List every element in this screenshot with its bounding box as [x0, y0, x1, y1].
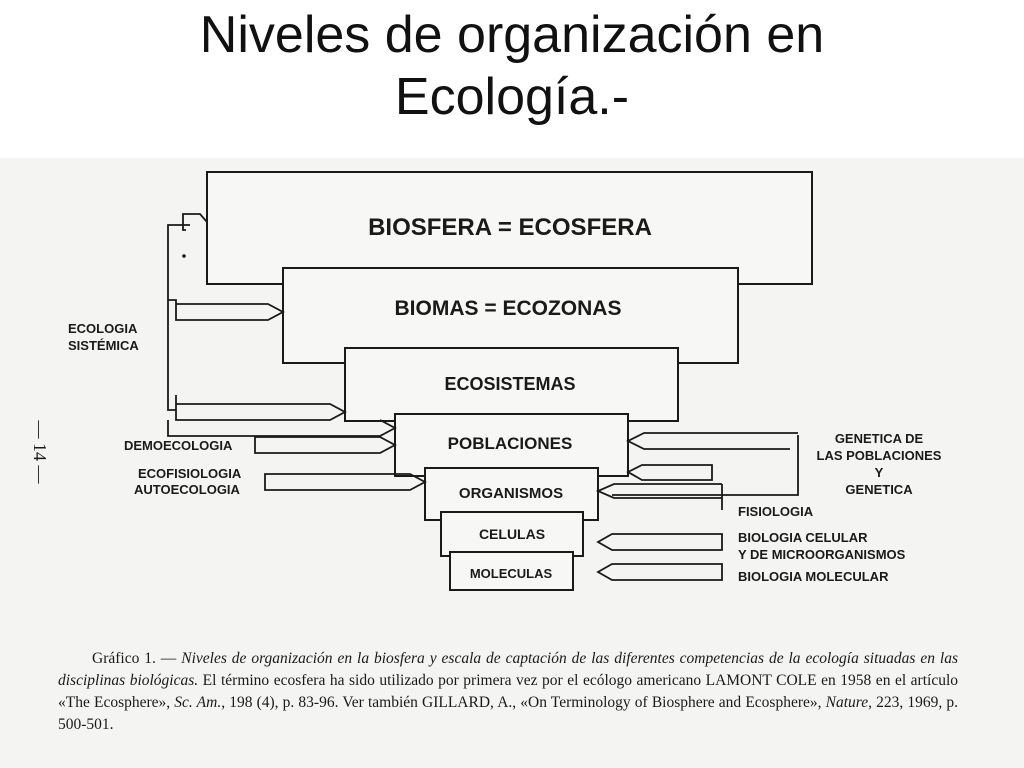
caption-lead: Gráfico 1. —	[92, 650, 182, 667]
caption-journal-2: Nature	[825, 694, 869, 711]
label-genetica: GENETICA	[845, 482, 913, 497]
label-ecofisiologia: ECOFISIOLOGIA	[138, 466, 242, 481]
ecologia-sistemica-arrow-ecosistemas	[176, 395, 345, 420]
level-label-poblaciones: POBLACIONES	[447, 434, 573, 453]
label-ecologia: ECOLOGIA	[68, 321, 138, 336]
label-y: Y	[874, 465, 884, 480]
caption-text-2: , 198 (4), p. 83-96. Ver también GILLARD, A., «On Terminology of Biosphere and Ecosphere»,	[221, 694, 826, 711]
figure-caption	[58, 648, 958, 736]
level-label-biosfera: BIOSFERA = ECOSFERA	[368, 214, 652, 241]
label-fisiologia: FISIOLOGIA	[738, 504, 814, 519]
page-number: — 14 —	[30, 420, 50, 484]
label-genetica-de: GENETICA DE	[834, 431, 924, 446]
level-label-moleculas: MOLECULAS	[469, 566, 553, 581]
caption-italic: Niveles de organización en la biosfera y escala de captación de las diferentes competencias de la ecología situadas en las disciplinas biológicas.	[58, 650, 959, 689]
ecologia-sistemica-arrow-biosfera	[183, 214, 207, 230]
level-label-organismos: ORGANISMOS	[458, 485, 564, 502]
label-biologia-molecular: BIOLOGIA MOLECULAR	[738, 569, 889, 584]
label-microorganismos: Y DE MICROORGANISMOS	[738, 547, 906, 562]
ecologia-sistemica-arrow-biomas	[168, 300, 283, 320]
level-label-ecosistemas: ECOSISTEMAS	[444, 374, 576, 394]
label-demoecologia: DEMOECOLOGIA	[124, 438, 233, 453]
level-label-biomas: BIOMAS = ECOZONAS	[394, 297, 622, 320]
label-las-poblaciones: LAS POBLACIONES	[816, 448, 942, 463]
label-biologia-celular: BIOLOGIA CELULAR	[738, 530, 868, 545]
caption-text-3: , 223, 1969, p. 500-501.	[58, 694, 959, 733]
title-line-1: Niveles de organización en	[199, 6, 825, 64]
caption-journal-1: Sc. Am.	[174, 694, 222, 711]
dot-mark	[182, 254, 186, 258]
genetica-arrow-organismos	[628, 465, 712, 480]
ecologia-sistemica-bracket	[168, 225, 190, 410]
biologia-celular-arrow	[598, 534, 722, 550]
genetica-arrow-poblaciones	[628, 433, 798, 449]
ecologia-sistemica-arrow-poblaciones	[168, 420, 395, 436]
demoecologia-arrow	[255, 437, 395, 453]
label-autoecologia: AUTOECOLOGIA	[134, 482, 240, 497]
level-label-celulas: CELULAS	[478, 526, 546, 542]
title-line-2: Ecología.-	[394, 68, 630, 126]
label-sistemica: SISTÉMICA	[68, 338, 139, 353]
biologia-molecular-arrow	[598, 564, 722, 580]
caption-text-1: El término ecosfera ha sido utilizado por primera vez por el ecólogo americano LAMONT COLE en 1958 en el artículo «The Ecosphere»,	[58, 672, 959, 711]
